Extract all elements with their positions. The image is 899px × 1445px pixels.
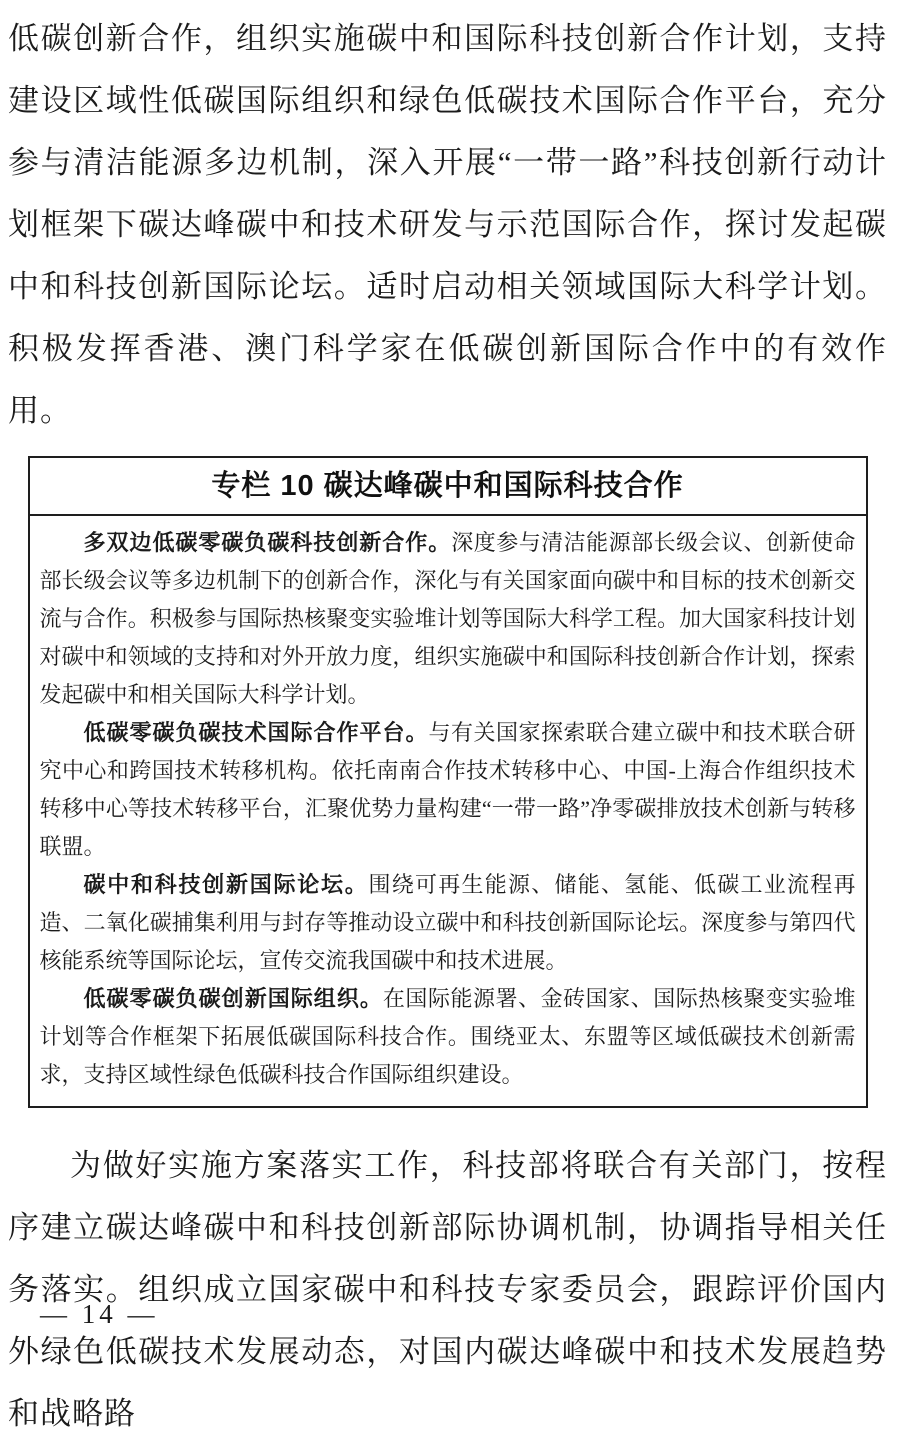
closing-paragraph: 为做好实施方案落实工作，科技部将联合有关部门，按程序建立碳达峰碳中和科技创新部际协调机制，协调指导相关任务落实。组织成立国家碳中和科技专家委员会，跟踪评价国内外绿色低碳技术发展动态，对国内碳达峰碳中和技术发展趋势和战略路 xyxy=(8,1148,887,1431)
box-paragraph-lead: 低碳零碳负碳创新国际组织。 xyxy=(83,986,383,1011)
box-paragraph-lead: 低碳零碳负碳技术国际合作平台。 xyxy=(83,720,429,745)
box-paragraph-text: 围绕可再生能源、储能、氢能、低碳工业流程再造、二氧化碳捕集利用与封存等推动设立碳中和科技创新国际论坛。深度参与第四代核能系统等国际论坛，宣传交流我国碳中和技术进展。 xyxy=(39,872,856,973)
box-body xyxy=(30,516,866,1106)
page-number: — 14 — xyxy=(40,1299,159,1329)
box-paragraph-lead: 多双边低碳零碳负碳科技创新合作。 xyxy=(83,530,452,555)
intro-paragraph: 低碳创新合作，组织实施碳中和国际科技创新合作计划，支持建设区域性低碳国际组织和绿色低碳技术国际合作平台，充分参与清洁能源多边机制，深入开展“一带一路”科技创新行动计划框架下碳达峰碳中和技术研发与示范国际合作，探讨发起碳中和科技创新国际论坛。适时启动相关领域国际大科学计划。积极发挥香港、澳门科学家在低碳创新国际合作中的有效作用。 xyxy=(8,21,887,428)
box-paragraph-lead: 碳中和科技创新国际论坛。 xyxy=(83,872,369,897)
box-paragraph xyxy=(40,980,856,1094)
box-paragraph-text: 在国际能源署、金砖国家、国际热核聚变实验堆计划等合作框架下拓展低碳国际科技合作。围绕亚太、东盟等区域低碳技术创新需求，支持区域性绿色低碳科技合作国际组织建设。 xyxy=(39,986,856,1087)
box-paragraph xyxy=(40,714,856,866)
box-paragraph-text: 深度参与清洁能源部长级会议、创新使命部长级会议等多边机制下的创新合作，深化与有关国家面向碳中和目标的技术创新交流与合作。积极参与国际热核聚变实验堆计划等国际大科学工程。加大国家科技计划对碳中和领域的支持和对外开放力度，组织实施碳中和国际科技创新合作计划，探索发起碳中和相关国际大科学计划。 xyxy=(39,530,856,707)
box-paragraph xyxy=(40,866,856,980)
special-column-box xyxy=(28,456,868,1108)
box-paragraph-text: 与有关国家探索联合建立碳中和技术联合研究中心和跨国技术转移机构。依托南南合作技术转移中心、中国-上海合作组织技术转移中心等技术转移平台，汇聚优势力量构建“一带一路”净零碳排放技术创新与转移联盟。 xyxy=(39,720,856,859)
box-title: 专栏 10 碳达峰碳中和国际科技合作 xyxy=(30,458,866,516)
box-paragraph xyxy=(40,524,856,714)
